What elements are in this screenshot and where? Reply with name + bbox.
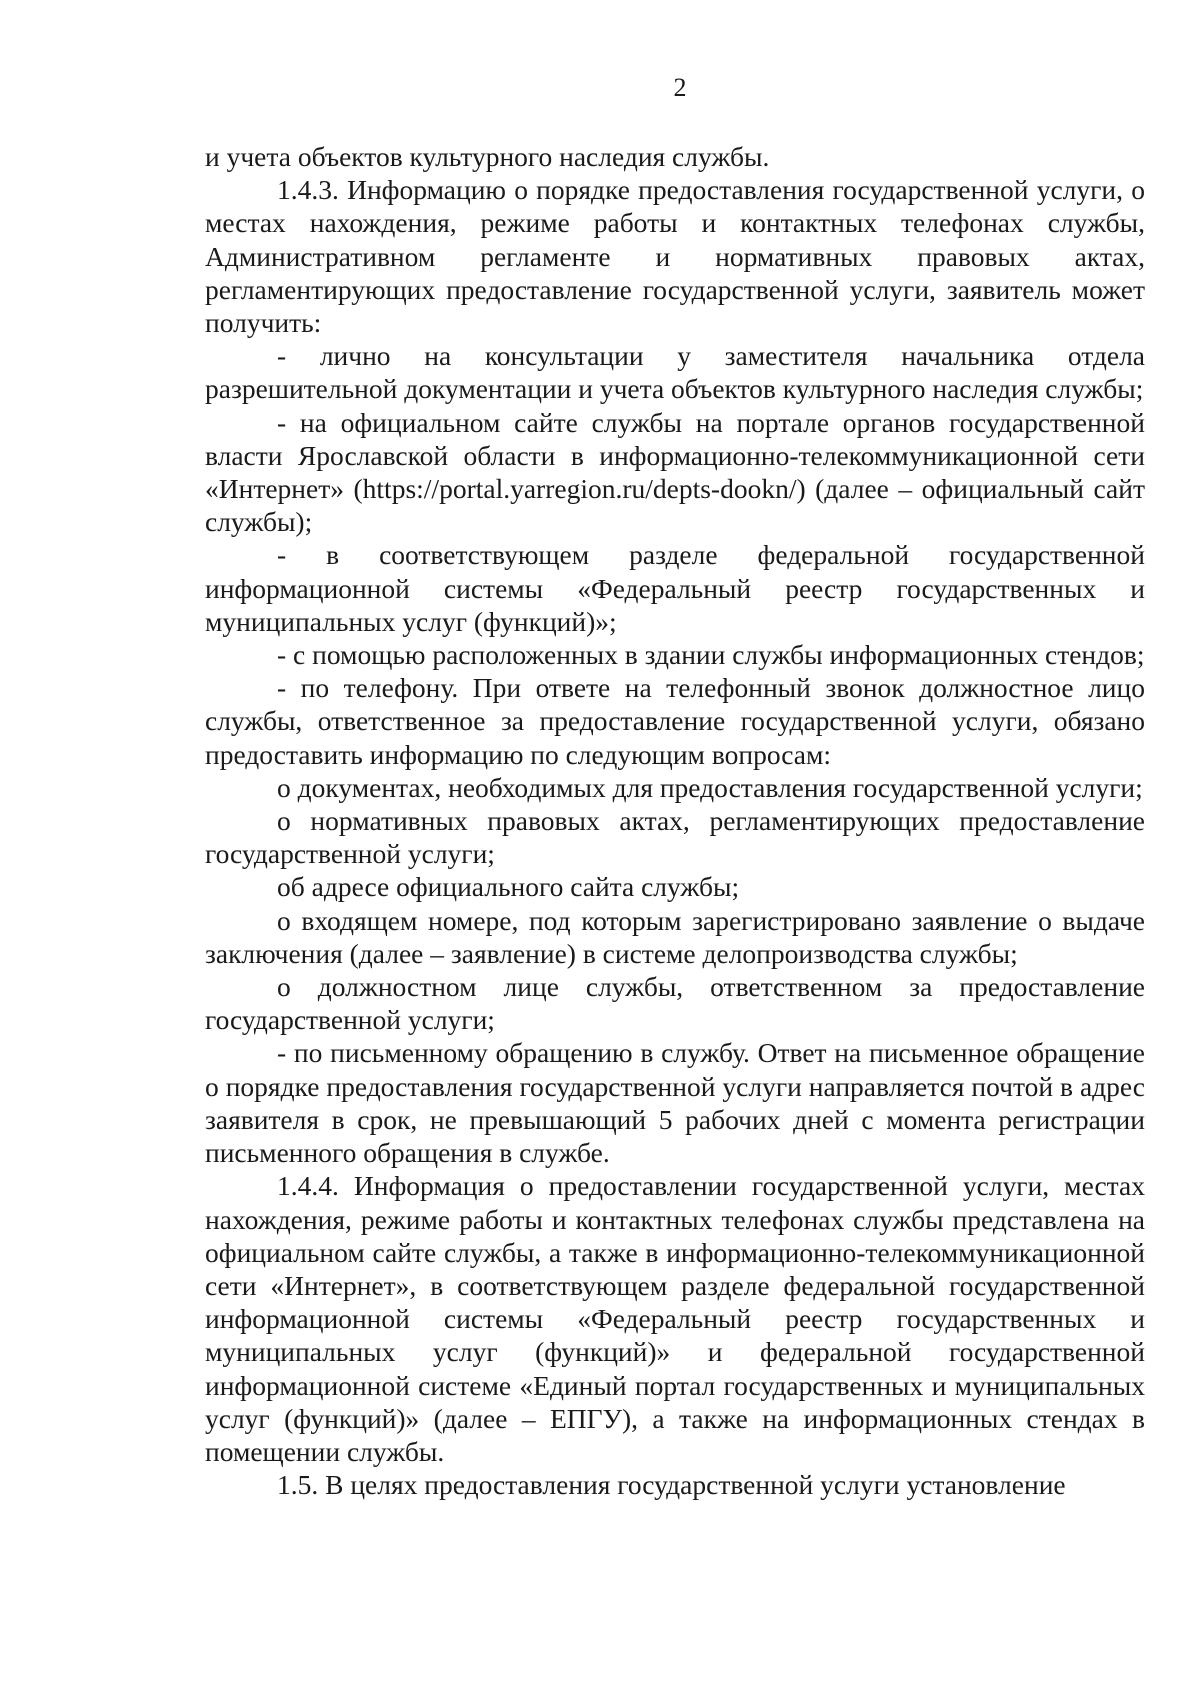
paragraph-1-4-3: 1.4.3. Информацию о порядке предоставления государственной услуги, о местах нахождения, режиме работы и контактных телефонах службы, Административном регламенте и нормативных правовых актах, регламентирующих предоставление государственной услуги, заявитель может получить: <box>205 174 1145 339</box>
list-item-in-person: - лично на консультации у заместителя начальника отдела разрешительной документации и учета объектов культурного наследия службы; <box>205 340 1145 405</box>
list-item-info-stands: - с помощью расположенных в здании службы информационных стендов; <box>277 639 1145 671</box>
question-documents: о документах, необходимых для предоставления государственной услуги; <box>277 771 1143 803</box>
paragraph-continuation: и учета объектов культурного наследия службы. <box>205 141 770 172</box>
list-item-official-site: - на официальном сайте службы на портале органов государственной власти Ярославской области в информационно-телекоммуникационной сети «Интернет» (https://portal.yarregion.ru/depts-dookn/) (далее – официальный сайт службы); <box>205 406 1145 538</box>
document-body <box>205 140 1145 1501</box>
question-site-address: об адресе официального сайта службы; <box>277 871 740 903</box>
page-number: 2 <box>673 73 687 102</box>
question-legal-acts: о нормативных правовых актах, регламентирующих предоставление государственной услуги; <box>205 805 1145 870</box>
question-incoming-number: о входящем номере, под которым зарегистрировано заявление о выдаче заключения (далее – заявление) в системе делопроизводства службы; <box>205 904 1145 969</box>
paragraph-1-5: 1.5. В целях предоставления государственной услуги установление <box>277 1469 1066 1501</box>
list-item-federal-registry: - в соответствующем разделе федеральной государственной информационной системы «Федеральный реестр государственных и муниципальных услуг (функций)»; <box>205 539 1145 637</box>
paragraph-1-4-4: 1.4.4. Информация о предоставлении государственной услуги, местах нахождения, режиме работы и контактных телефонах службы представлена на официальном сайте службы, а также в информационно-телекоммуникационной сети «Интернет», в соответствующем разделе федеральной государственной информационной системы «Федеральный реестр государственных и муниципальных услуг (функций)» и федеральной государственной информационной системе «Единый портал государственных и муниципальных услуг (функций)» (далее – ЕПГУ), а также на информационных стендах в помещении службы. <box>205 1170 1145 1467</box>
question-responsible-official: о должностном лице службы, ответственном за предоставление государственной услуги; <box>205 971 1145 1036</box>
list-item-written-request: - по письменному обращению в службу. Ответ на письменное обращение о порядке предоставления государственной услуги направляется почтой в адрес заявителя в срок, не превышающий 5 рабочих дней с момента регистрации письменного обращения в службе. <box>205 1037 1145 1169</box>
list-item-telephone: - по телефону. При ответе на телефонный звонок должностное лицо службы, ответственное за предоставление государственной услуги, обязано предоставить информацию по следующим вопросам: <box>205 672 1145 770</box>
